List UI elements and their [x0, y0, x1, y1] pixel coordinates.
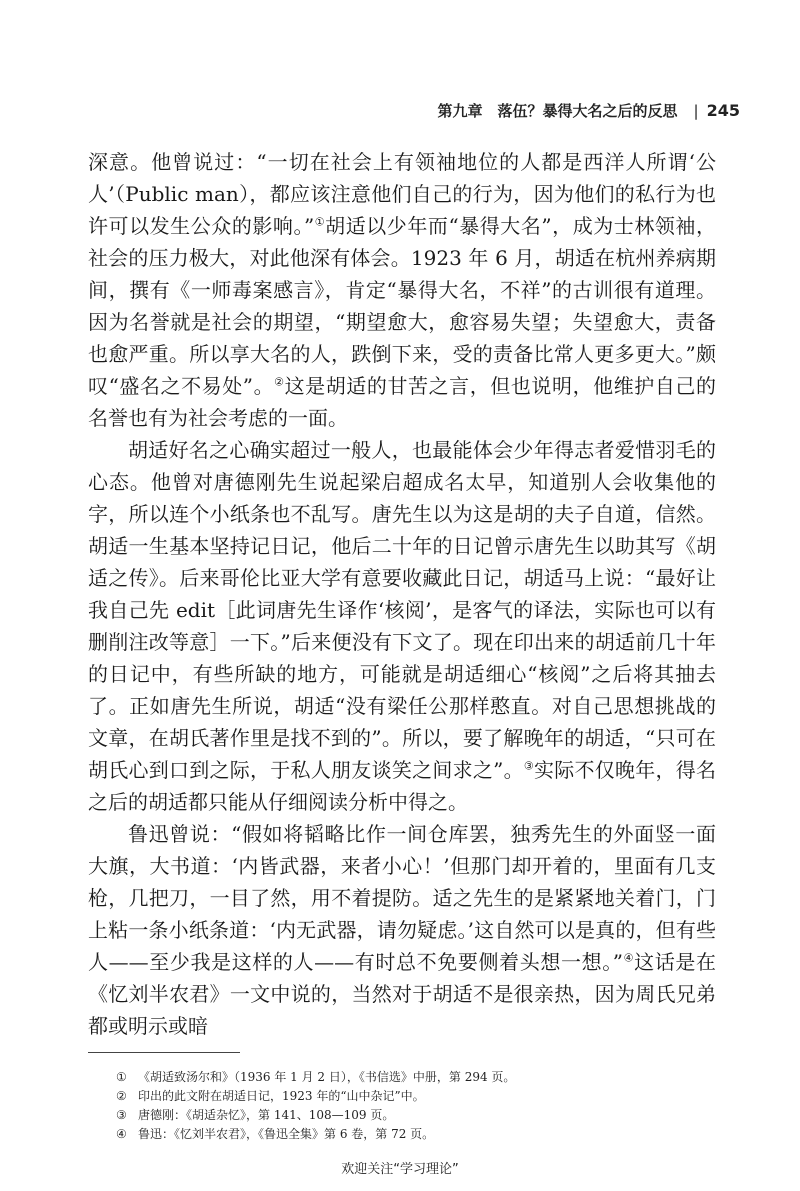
- header-separator: |: [693, 101, 699, 120]
- footnote-text: 《胡适致汤尔和》（1936 年 1 月 2 日），《书信选》中册，第 294 页。: [138, 1070, 516, 1084]
- footnote-ref-4[interactable]: ④: [623, 951, 635, 965]
- paragraph-text: 这是胡适的甘苦之言，但也说明，他维护自己的名誉也有为社会考虑的一面。: [88, 374, 716, 430]
- paragraph-text: 胡适以少年而“暴得大名”，成为士林领袖，社会的压力极大，对此他深有体会。1923 年 6 月，胡适在杭州养病期间，撰有《一师毒案感言》，肯定“暴得大名，不祥”的古训很有道理。因为名誉就是社会的期望，“期望愈大，愈容易失望；失望愈大，责备也愈严重。所以享大名的人，跌倒下来，受的责备比常人更多更大。”颇叹“盛名之不易处”。: [88, 214, 716, 398]
- footnote-mark: ④: [116, 1127, 127, 1141]
- footnote-divider: [88, 1052, 240, 1053]
- footnote-4: [116, 1125, 716, 1144]
- page-footer: 欢迎关注“学习理论”: [341, 1162, 459, 1177]
- paragraph-text: 鲁迅曾说：“假如将韬略比作一间仓库罢，独秀先生的外面竖一面大旗，大书道：‘内皆武器，来者小心！’但那门却开着的，里面有几支枪，几把刀，一目了然，用不着提防。适之先生的是紧紧地关着门，门上粘一条小纸条道：‘内无武器，请勿疑虑。’这自然可以是真的，但有些人——至少我是这样的人——有时总不免要侧着头想一想。”: [88, 822, 716, 974]
- footnote-mark: ①: [116, 1070, 127, 1084]
- paragraph-text: 深意。他曾说过：“一切在社会上有领袖地位的人都是西洋人所谓‘公人’（Public man），都应该注意他们自己的行为，因为他们的私行为也许可以发生公众的影响。”: [88, 150, 716, 238]
- footnotes: [116, 1068, 716, 1144]
- chapter-title: 第九章 落伍？暴得大名之后的反思: [437, 102, 678, 120]
- footnote-1: [116, 1068, 716, 1087]
- footnote-ref-1[interactable]: ①: [314, 215, 326, 229]
- paragraph-1: [88, 146, 716, 434]
- paragraph-3: [88, 818, 716, 1042]
- footnote-text: 印出的此文附在胡适日记，1923 年的“山中杂记”中。: [138, 1089, 425, 1103]
- footnote-text: 鲁迅：《忆刘半农君》，《鲁迅全集》第 6 卷，第 72 页。: [138, 1127, 435, 1141]
- paragraph-2: [88, 434, 716, 818]
- footnote-2: [116, 1087, 716, 1106]
- footnote-3: [116, 1106, 716, 1125]
- footnote-mark: ②: [116, 1089, 127, 1103]
- page-number: 245: [706, 101, 740, 120]
- footnote-ref-3[interactable]: ③: [523, 759, 534, 773]
- footnote-mark: ③: [116, 1108, 127, 1122]
- paragraph-text: 这话是在《忆刘半农君》一文中说的，当然对于胡适不是很亲热，因为周氏兄弟都或明示或暗: [88, 950, 716, 1038]
- footnote-text: 唐德刚：《胡适杂忆》，第 141、108—109 页。: [138, 1108, 395, 1122]
- footnote-ref-2[interactable]: ②: [274, 375, 285, 389]
- paragraph-text: 胡适好名之心确实超过一般人，也最能体会少年得志者爱惜羽毛的心态。他曾对唐德刚先生说起梁启超成名太早，知道别人会收集他的字，所以连个小纸条也不乱写。唐先生以为这是胡的夫子自道，信然。胡适一生基本坚持记日记，他后二十年的日记曾示唐先生以助其写《胡适之传》。后来哥伦比亚大学有意要收藏此日记，胡适马上说：“最好让我自己先 edit［此词唐先生译作‘核阅’，是客气的译法，实际也可以有删削注改等意］一下。”后来便没有下文了。现在印出来的胡适前几十年的日记中，有些所缺的地方，可能就是胡适细心“核阅”之后将其抽去了。正如唐先生所说，胡适“没有梁任公那样憨直。对自己思想挑战的文章，在胡氏著作里是找不到的”。所以，要了解晚年的胡适，“只可在胡氏心到口到之际，于私人朋友谈笑之间求之”。: [88, 438, 716, 782]
- running-header: [438, 100, 740, 121]
- body-text: [88, 146, 716, 1042]
- paragraph-text: 实际不仅晚年，得名之后的胡适都只能从仔细阅读分析中得之。: [88, 758, 716, 814]
